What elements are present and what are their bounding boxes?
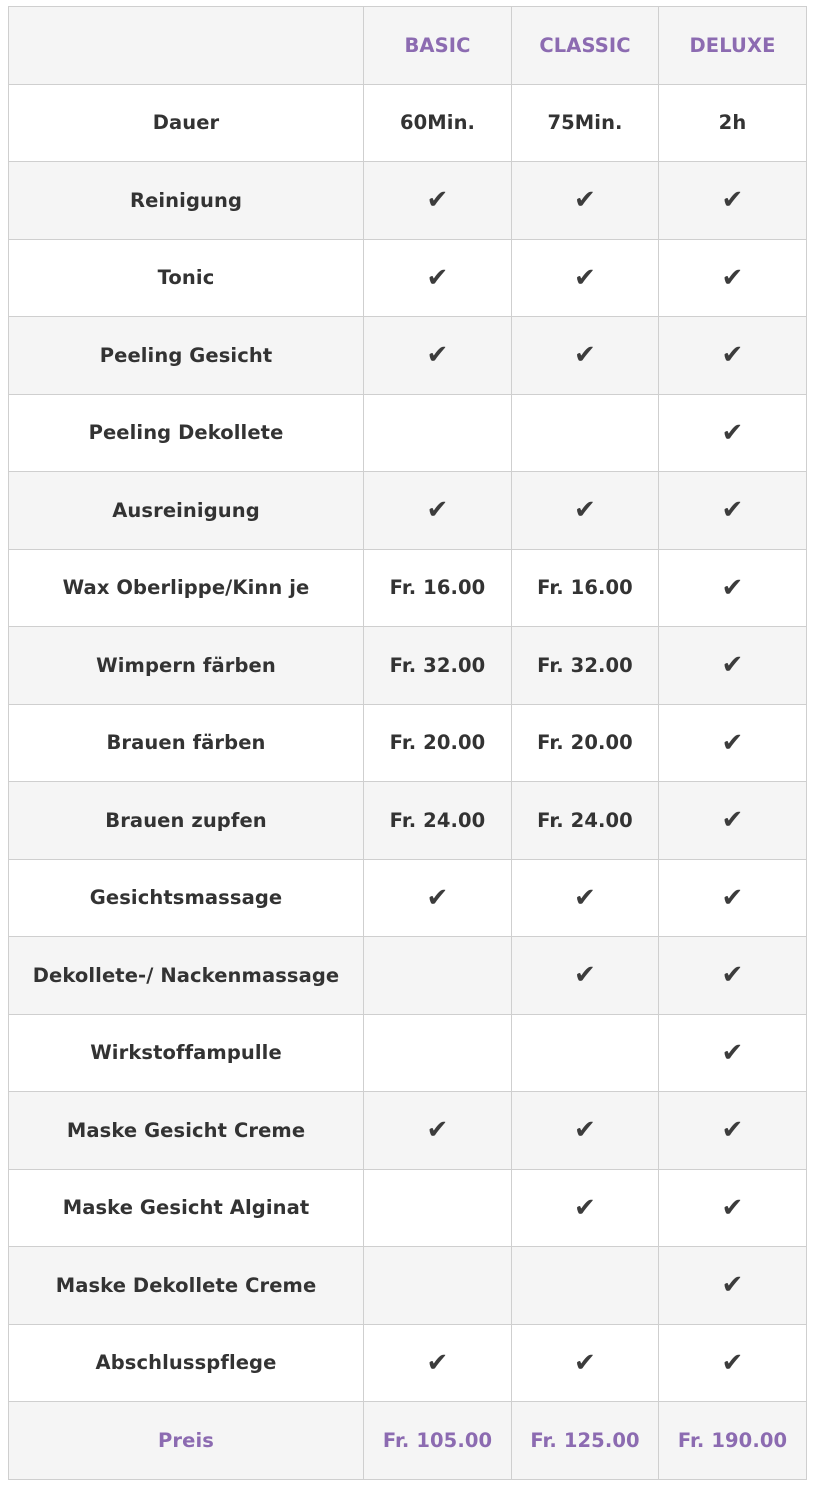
price-label: Preis [9, 1402, 364, 1480]
empty-cell [364, 394, 512, 472]
table-row [9, 1092, 807, 1170]
value-cell: Fr. 16.00 [512, 549, 659, 627]
check-icon: ✔ [512, 162, 659, 240]
row-label: Maske Dekollete Creme [9, 1247, 364, 1325]
value-cell: Fr. 32.00 [364, 627, 512, 705]
pricing-table [8, 6, 807, 1480]
value-cell: 60Min. [364, 84, 512, 162]
check-icon: ✔ [659, 1324, 807, 1402]
row-label: Wirkstoffampulle [9, 1014, 364, 1092]
check-icon: ✔ [659, 472, 807, 550]
value-cell: Fr. 16.00 [364, 549, 512, 627]
pricing-table-body [9, 7, 807, 1480]
empty-cell [512, 1247, 659, 1325]
table-row [9, 472, 807, 550]
check-icon: ✔ [512, 472, 659, 550]
row-label: Maske Gesicht Creme [9, 1092, 364, 1170]
table-row [9, 1014, 807, 1092]
price-row [9, 1402, 807, 1480]
row-label: Wax Oberlippe/Kinn je [9, 549, 364, 627]
check-icon: ✔ [659, 1014, 807, 1092]
check-icon: ✔ [659, 1247, 807, 1325]
check-icon: ✔ [512, 937, 659, 1015]
table-row [9, 627, 807, 705]
value-cell: 75Min. [512, 84, 659, 162]
check-icon: ✔ [364, 162, 512, 240]
value-cell: Fr. 24.00 [364, 782, 512, 860]
check-icon: ✔ [659, 704, 807, 782]
row-label: Dauer [9, 84, 364, 162]
check-icon: ✔ [659, 1092, 807, 1170]
check-icon: ✔ [512, 317, 659, 395]
row-label: Peeling Gesicht [9, 317, 364, 395]
empty-cell [364, 1169, 512, 1247]
table-row [9, 1324, 807, 1402]
check-icon: ✔ [659, 239, 807, 317]
value-cell: Fr. 24.00 [512, 782, 659, 860]
row-label: Dekollete-/ Nackenmassage [9, 937, 364, 1015]
table-row [9, 1169, 807, 1247]
check-icon: ✔ [512, 239, 659, 317]
table-row [9, 394, 807, 472]
empty-cell [364, 1014, 512, 1092]
check-icon: ✔ [659, 549, 807, 627]
table-row [9, 1247, 807, 1325]
column-header-basic: BASIC [364, 7, 512, 85]
check-icon: ✔ [512, 1169, 659, 1247]
table-row [9, 782, 807, 860]
check-icon: ✔ [659, 317, 807, 395]
table-row [9, 162, 807, 240]
check-icon: ✔ [512, 1092, 659, 1170]
check-icon: ✔ [659, 394, 807, 472]
table-row [9, 317, 807, 395]
check-icon: ✔ [659, 937, 807, 1015]
row-label: Peeling Dekollete [9, 394, 364, 472]
row-label: Ausreinigung [9, 472, 364, 550]
price-basic: Fr. 105.00 [364, 1402, 512, 1480]
check-icon: ✔ [512, 1324, 659, 1402]
table-row [9, 84, 807, 162]
table-row [9, 937, 807, 1015]
check-icon: ✔ [364, 1092, 512, 1170]
row-label: Maske Gesicht Alginat [9, 1169, 364, 1247]
table-row [9, 704, 807, 782]
table-row [9, 549, 807, 627]
column-header-deluxe: DELUXE [659, 7, 807, 85]
check-icon: ✔ [659, 859, 807, 937]
value-cell: 2h [659, 84, 807, 162]
row-label: Wimpern färben [9, 627, 364, 705]
value-cell: Fr. 20.00 [512, 704, 659, 782]
table-header-row [9, 7, 807, 85]
check-icon: ✔ [659, 162, 807, 240]
empty-cell [364, 937, 512, 1015]
row-label: Brauen zupfen [9, 782, 364, 860]
check-icon: ✔ [364, 239, 512, 317]
price-classic: Fr. 125.00 [512, 1402, 659, 1480]
row-label: Tonic [9, 239, 364, 317]
check-icon: ✔ [659, 782, 807, 860]
check-icon: ✔ [364, 472, 512, 550]
row-label: Abschlusspflege [9, 1324, 364, 1402]
value-cell: Fr. 20.00 [364, 704, 512, 782]
column-header-classic: CLASSIC [512, 7, 659, 85]
check-icon: ✔ [512, 859, 659, 937]
table-row [9, 859, 807, 937]
header-corner-cell [9, 7, 364, 85]
check-icon: ✔ [364, 859, 512, 937]
value-cell: Fr. 32.00 [512, 627, 659, 705]
row-label: Gesichtsmassage [9, 859, 364, 937]
check-icon: ✔ [659, 627, 807, 705]
table-row [9, 239, 807, 317]
row-label: Brauen färben [9, 704, 364, 782]
empty-cell [512, 1014, 659, 1092]
empty-cell [512, 394, 659, 472]
empty-cell [364, 1247, 512, 1325]
row-label: Reinigung [9, 162, 364, 240]
price-deluxe: Fr. 190.00 [659, 1402, 807, 1480]
check-icon: ✔ [659, 1169, 807, 1247]
check-icon: ✔ [364, 317, 512, 395]
check-icon: ✔ [364, 1324, 512, 1402]
